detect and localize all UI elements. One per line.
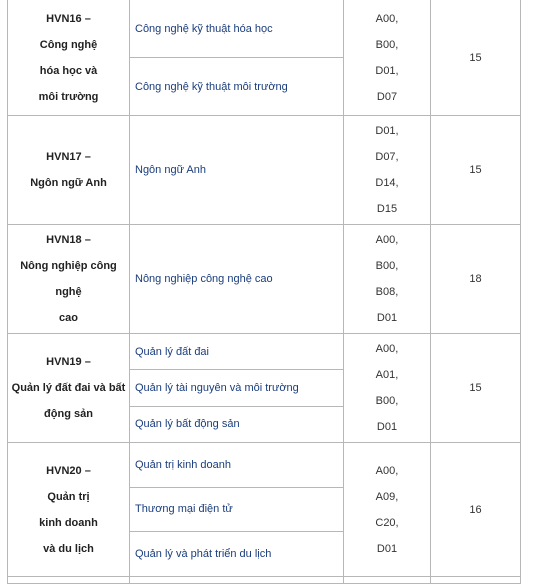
- major-cell: Quản lý bất động sản: [130, 406, 344, 442]
- combo-code: D01: [376, 312, 398, 324]
- combo-code: D01: [376, 421, 398, 433]
- combo-code: A00,: [375, 464, 399, 477]
- group-cell: [8, 334, 130, 443]
- empty-cell: [431, 577, 521, 584]
- combo-code: D15: [376, 203, 398, 215]
- combo-cell: [344, 116, 431, 225]
- group-cell: [8, 443, 130, 577]
- combo-cell: [344, 443, 431, 577]
- major-cell: Ngôn ngữ Anh: [130, 116, 344, 225]
- group-name-line: Quản lý đất đai và bất: [11, 382, 126, 394]
- major-cell: Công nghệ kỹ thuật hóa học: [130, 0, 344, 58]
- table-row: [8, 334, 521, 370]
- major-cell: Quản trị kinh doanh: [130, 443, 344, 488]
- combo-cell: [344, 334, 431, 443]
- group-code: HVN20 –: [46, 464, 91, 477]
- group-name-line: Nông nghiệp công nghệ: [20, 260, 117, 298]
- table-row: [8, 116, 521, 225]
- combo-code: B08,: [375, 286, 399, 298]
- combo-code: D14,: [375, 177, 399, 189]
- group-name-line: môi trường: [38, 90, 99, 103]
- combo-code: C20,: [375, 516, 399, 529]
- table-row: [8, 577, 521, 584]
- group-cell: [8, 225, 130, 334]
- major-cell: Quản lý tài nguyên và môi trường: [130, 370, 344, 406]
- table-row: [8, 443, 521, 488]
- major-cell: Nông nghiệp công nghệ cao: [130, 225, 344, 334]
- combo-code: B00,: [375, 395, 399, 407]
- empty-cell: [344, 577, 431, 584]
- group-code: HVN17 –: [46, 151, 91, 163]
- score-cell: 15: [431, 116, 521, 225]
- score-cell: 16: [431, 443, 521, 577]
- combo-code: A00,: [375, 234, 399, 246]
- group-name-line: kinh doanh: [39, 516, 98, 529]
- combo-code: D07: [376, 90, 398, 103]
- empty-cell: [130, 577, 344, 584]
- combo-code: B00,: [375, 260, 399, 272]
- group-cell: [8, 0, 130, 116]
- group-code: HVN19 –: [46, 356, 91, 368]
- combo-code: D01,: [375, 125, 399, 137]
- combo-code: D01,: [375, 64, 399, 77]
- major-cell: Thương mại điện tử: [130, 487, 344, 532]
- table-row: [8, 0, 521, 58]
- group-name-line: động sản: [44, 408, 93, 420]
- combo-code: B00,: [375, 38, 399, 51]
- group-name-line: Ngôn ngữ Anh: [30, 177, 107, 189]
- combo-cell: [344, 225, 431, 334]
- combo-cell: [344, 0, 431, 116]
- group-cell: [8, 116, 130, 225]
- group-name-line: cao: [59, 312, 78, 324]
- major-cell: Quản lý đất đai: [130, 334, 344, 370]
- admission-score-table: [7, 0, 521, 584]
- combo-code: D01: [376, 542, 398, 555]
- group-name-line: Công nghệ: [39, 38, 98, 51]
- combo-code: A01,: [375, 369, 399, 381]
- major-cell: Quản lý và phát triển du lịch: [130, 532, 344, 577]
- combo-code: D07,: [375, 151, 399, 163]
- combo-code: A00,: [375, 12, 399, 25]
- combo-code: A00,: [375, 343, 399, 355]
- table-row: [8, 225, 521, 334]
- group-code: HVN18 –: [46, 234, 91, 246]
- score-cell: 18: [431, 225, 521, 334]
- score-cell: 15: [431, 334, 521, 443]
- combo-code: A09,: [375, 490, 399, 503]
- group-name-line: hóa học và: [39, 64, 98, 77]
- major-cell: Công nghệ kỹ thuật môi trường: [130, 58, 344, 116]
- group-name-line: và du lịch: [43, 542, 94, 555]
- group-code: HVN16 –: [46, 12, 91, 25]
- group-name-line: Quản trị: [47, 490, 90, 503]
- empty-cell: [8, 577, 130, 584]
- score-cell: 15: [431, 0, 521, 116]
